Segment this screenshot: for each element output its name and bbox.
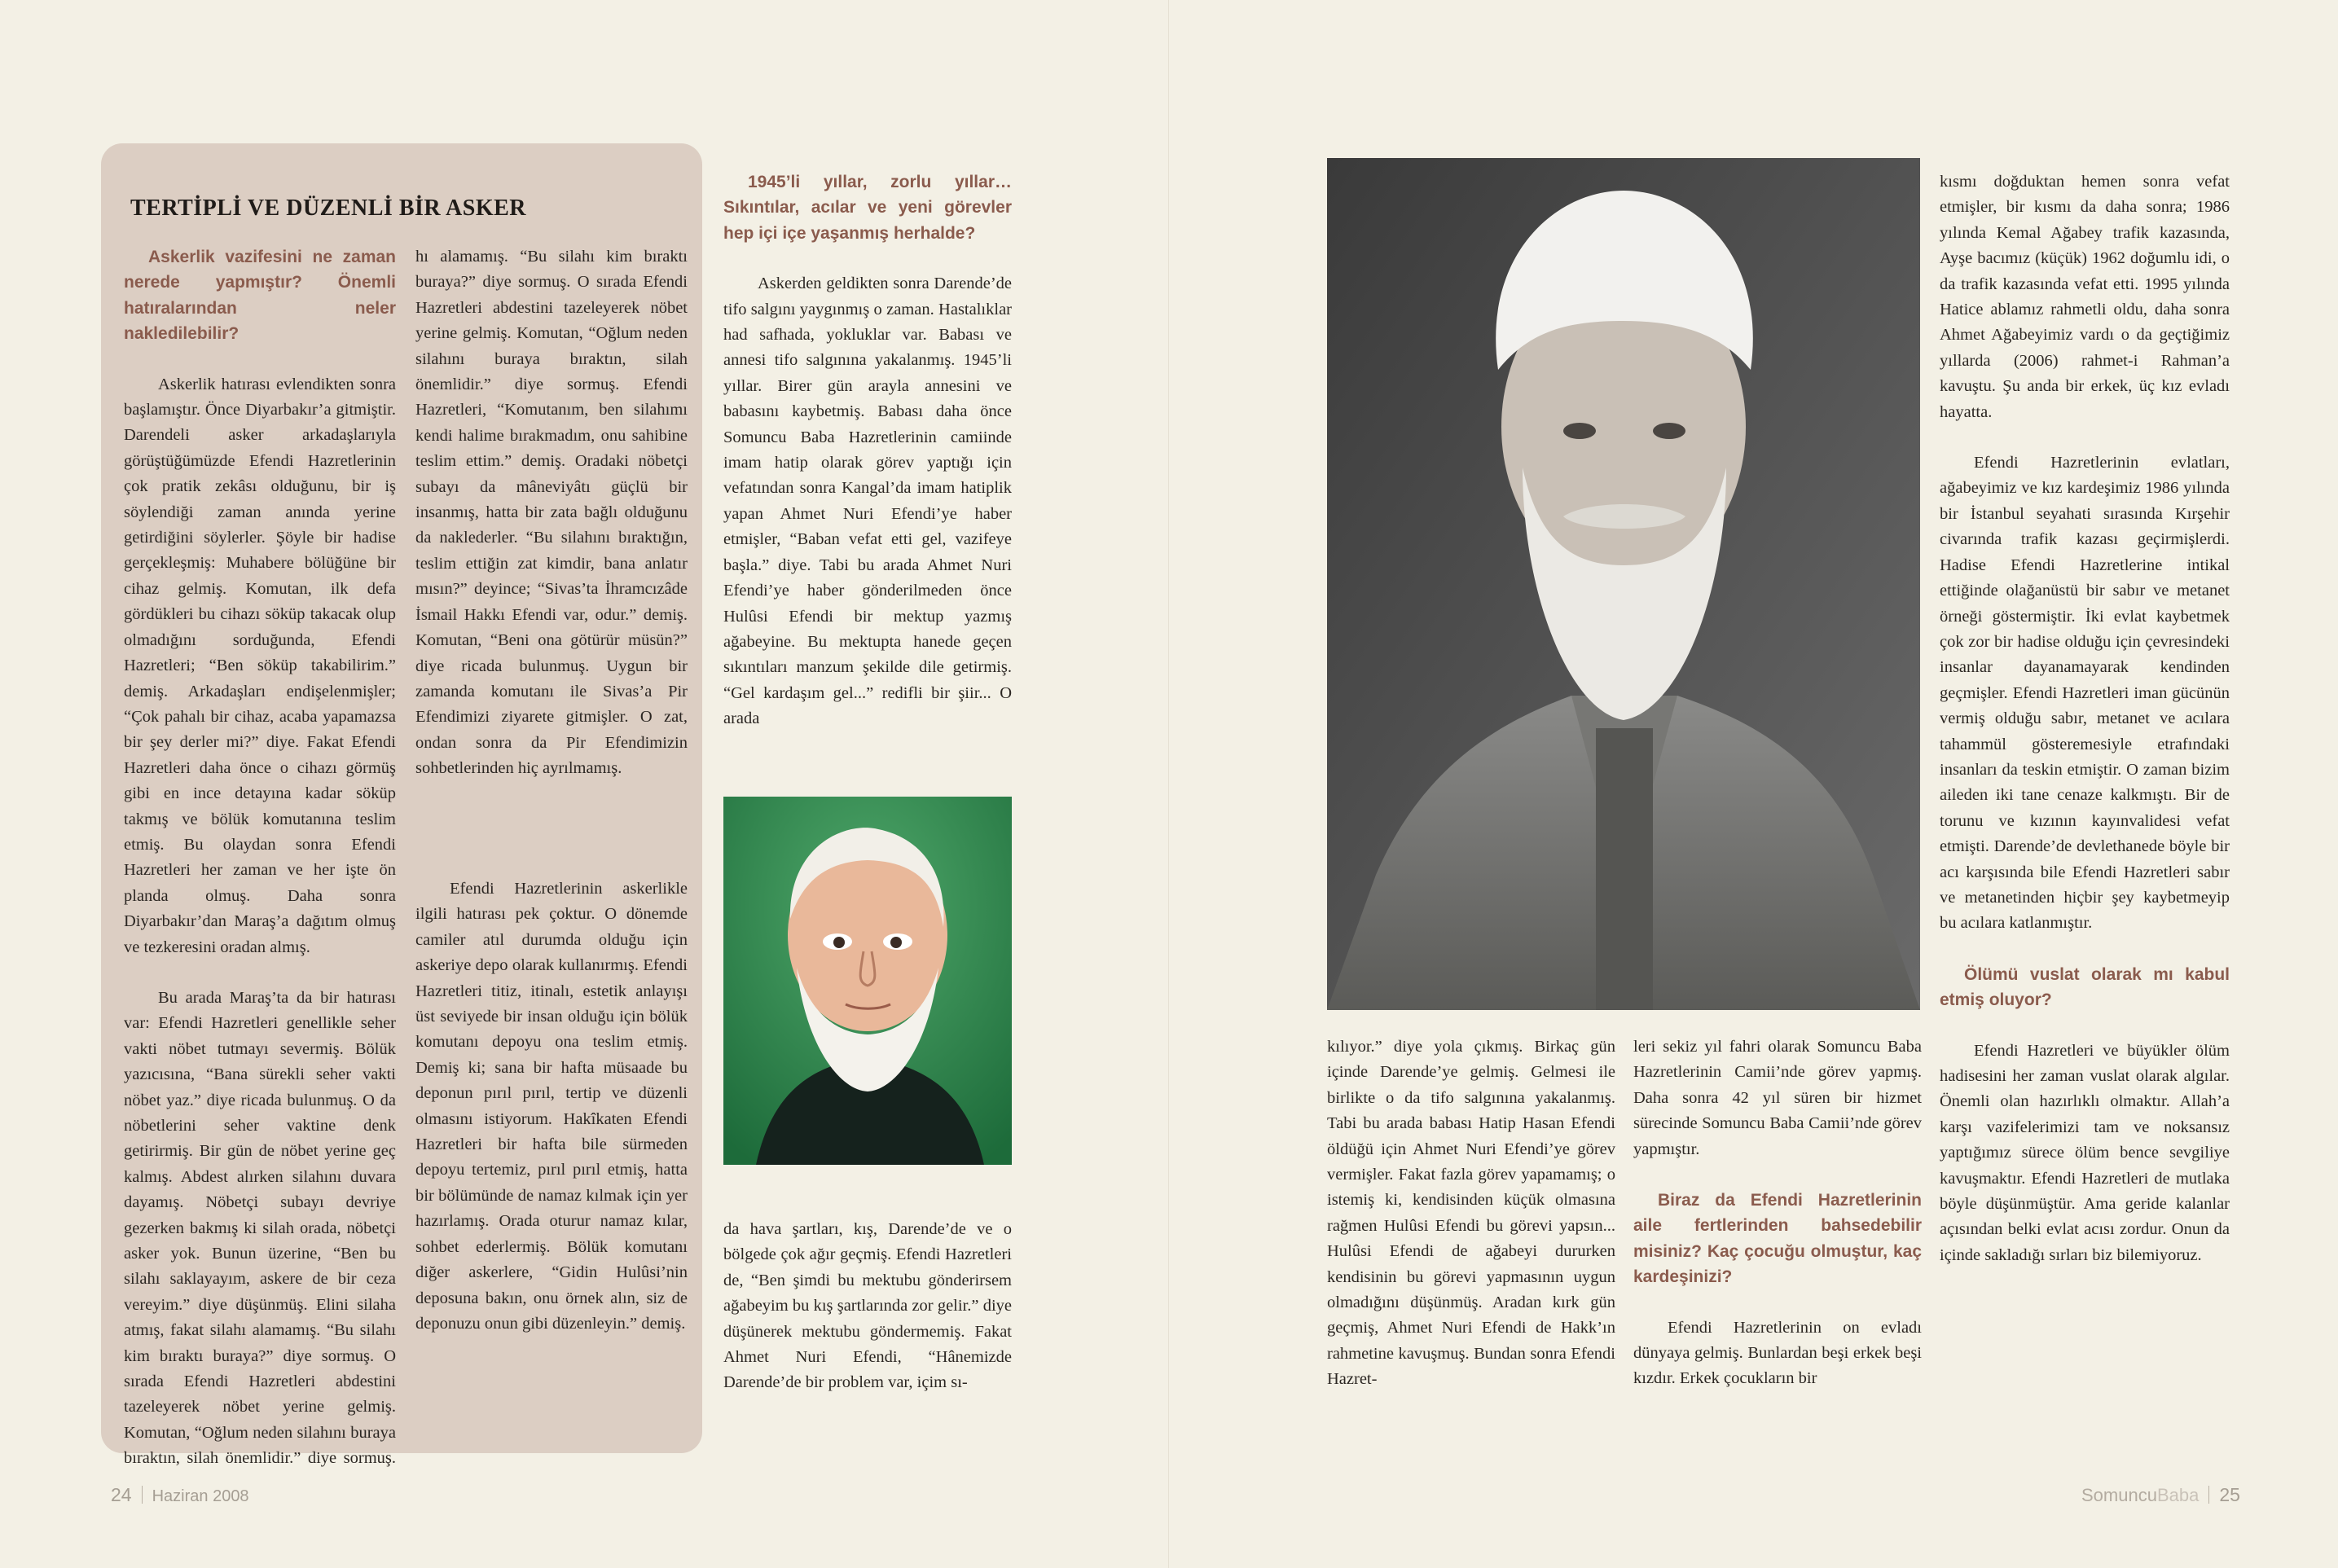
sidebar-column-1 xyxy=(124,244,396,1495)
section-question-1945: 1945’li yıllar, zorlu yıllar… Sıkıntılar, acılar ve yeni görevler hep içi içe yaşanmış herhalde? xyxy=(723,173,1012,243)
col3-paragraph-2: da hava şartları, kış, Darende’de ve o bölgede çok ağır geçmiş. Efendi Hazretleri de, “Ben şimdi bu mektubu gönderirsem ağabeyim bu kış şartlarında zor gelir.” diye düşünerek mektubu göndermemiş. Fakat Ahmet Nuri Efendi, “Hânemizde Darende’de bir problem var, içim sı- xyxy=(723,1220,1012,1392)
portrait-painting-icon xyxy=(723,797,1012,1165)
sidebar-paragraph-1: Askerlik hatırası evlendikten sonra başlamıştır. Önce Diyarbakır’a gitmiştir. Darendeli asker arkadaşlarıyla görüştüğümüzde Efendi Hazretlerinin çok pratik zekâsı olduğunu, bir iş söylendiği zaman anında yerine getirdiğini söylerler. Şöyle bir hadise gerçekleşmiş: Muhabere bölüğüne bir cihaz gelmiş. Komutan, ilk defa gördükleri bu cihazı söküp takacak olup olmadığını sorduğunda, Efendi Hazretleri; “Ben söküp takabilirim.” demiş. Arkadaşları endişelenmişler; “Çok pahalı bir cihaz, acaba yapamazsa bir şey derler mi?” diye. Fakat Efendi Hazretleri daha önce o cihazı görmüş gibi en ince detayına kadar söküp takmış ve bölük komutanına teslim etmiş. Bu olaydan sonra Efendi Hazretleri her zaman ve her işte ön planda olmuş. Daha sonra Diyarbakır’dan Maraş’a dağıtım olmuş ve tezkeresini oradan almış. xyxy=(124,375,396,956)
column-3 xyxy=(723,169,1012,758)
footer-right xyxy=(2081,1484,2240,1506)
brand-logo-part1: Somuncu xyxy=(2081,1485,2157,1505)
issue-date: Haziran 2008 xyxy=(152,1487,249,1505)
right-page xyxy=(1169,0,2338,1568)
sidebar-paragraph-3: Efendi Hazretlerinin askerlikle ilgili hatırası pek çoktur. O dönemde camiler atıl durumda olduğu için askeriye depo olarak kullanırmış. Efendi Hazretleri titiz, itinalı, estetik anlayışı üst seviyede bir insan olduğu için bölük komutanı depoyu ona teslim etmiş. Demiş ki; sana bir hafta müsaade bu deponun pırıl pırıl, tertip ve düzenli olmasını istiyorum. Hakîkaten Efendi Hazretleri bir hafta bile sürmeden depoyu tertemiz, pırıl pırıl etmiş, hatta bir bölümünde de namaz kılmak için yer hazırlamış. Orada oturur namaz kılar, sohbet ederlermiş. Bölük komutanı diğer askerlere, “Gidin Hulûsi’nin deposuna bakın, onu örnek alın, siz de deponuzu onun gibi düzenleyin.” demiş. xyxy=(415,880,688,1333)
footer-left xyxy=(111,1484,249,1506)
section-question-death: Ölümü vuslat olarak mı kabul etmiş oluyor? xyxy=(1940,964,2230,1010)
col3-paragraph-1: Askerden geldikten sonra Darende’de tifo salgını yaygınmış o zaman. Hastalıklar had safhada, yokluklar var. Babası ve annesi tifo salgınına yakalanmış. 1945’li yıllar. Birer gün arayla annesini ve babasını kaybetmiş. Babası daha önce Somuncu Baba Hazretlerinin camiinde imam hatip olarak görev yaptığı için vefatından sonra Kangal’da imam hatiplik yapan Ahmet Nuri Efendi’ye haber etmişler, “Baban vefat etti gel, vazifeye başla.” diye. Tabi bu arada Ahmet Nuri Efendi’ye haber gönderilmeden önce Hulûsi Efendi bir mektup yazmış ağabeyine. Bu mektupta hanede geçen sıkıntıları manzum şekilde dile getirmiş. “Gel kardaşım gel...” redifli bir şiir... O arada xyxy=(723,275,1012,728)
right-paragraph-c3: Efendi Hazretleri ve büyükler ölüm hadisesini her zaman vuslat olarak algılar. Önemli olan hazırlıklı olmaktır. Allah’a karşı vazifelerimizi tam ve noksansız yaptığımız sürece ölüm bence sevgiliye kavuşmaktır. Efendi Hazretleri de mutlaka böyle düşünmüştür. Ama geride kalanlar açısından belki evlat acısı zordur. Onun da içinde sakladığı sırları biz bilemiyoruz. xyxy=(1940,1041,2230,1264)
right-paragraph-b1: leri sekiz yıl fahri olarak Somuncu Baba Hazretlerinin Camii’nde görev yapmış. Daha sonra 42 yıl süren bir hizmet sürecinde Somuncu Baba Camii’nde görev yapmıştır. xyxy=(1633,1038,1922,1158)
right-column-b xyxy=(1633,1034,1922,1417)
page-number-left: 24 xyxy=(111,1484,132,1505)
sidebar-column-2 xyxy=(415,244,688,1362)
right-paragraph-b2: Efendi Hazretlerinin on evladı dünyaya gelmiş. Bunlardan beşi erkek beşi kızdır. Erkek çocukların bir xyxy=(1633,1318,1922,1388)
right-column-a xyxy=(1327,1034,1615,1418)
right-paragraph-c1: kısmı doğduktan hemen sonra vefat etmişler, bir kısmı da daha sonra; 1986 yılında Kemal Ağabey trafik kazasında, Ayşe bacımız (küçük) 1962 doğumlu idi, o da trafik kazasında vefat etti. 1995 yılında Hatice ablamız rahmetli oldu, daha sonra Ahmet Ağabeyimiz vardı o da geçtiğimiz yıllarda (2006) rahmet-i Rahman’a kavuştu. Şu anda bir erkek, üç kız evladı hayatta. xyxy=(1940,173,2230,421)
sidebar-paragraph-2-cont xyxy=(415,244,688,860)
portrait-photo-icon xyxy=(1327,158,1920,1010)
section-question-family: Biraz da Efendi Hazretlerinin aile fertlerinden bahsedebilir misiniz? Kaç çocuğu olmuştur, kaç kardeşinizi? xyxy=(1633,1191,1922,1287)
page-number-right: 25 xyxy=(2219,1484,2240,1505)
sidebar-question: Askerlik vazifesini ne zaman nerede yapmıştır? Önemli hatıralarından neler nakledilebilir? xyxy=(124,248,396,344)
right-paragraph-c2: Efendi Hazretlerinin evlatları, ağabeyimiz ve kız kardeşimiz 1986 yılında bir İstanbul seyahati sırasında Kırşehir civarında trafik kazası geçirmişlerdi. Hadise Efendi Hazretlerine intikal ettiğinde olağanüstü bir sabır ve metanet örneği göstermiştir. İki evlat kaybetmek çok zor bir hadise olduğu için çevresindeki insanlar dayanamayarak kendinden geçmişler. Efendi Hazretleri iman gücünün vermiş olduğu sabır, metanet ve acılara tahammül gösteremesiyle etrafındaki insanları da teskin etmiştir. O zaman bizim aileden iki tane cenaze kalkmıştı. Bir de torunu ve kızının kayınvalidesi vefat etmişti. Darende’de devlethanede böyle bir acı karşısında bile Efendi Hazretleri sabır ve metanetinden hiçbir şey kaybetmeyip bu acılara katlanmıştır. xyxy=(1940,454,2230,933)
sidebar-paragraph-2: Bu arada Maraş’ta da bir hatırası var: Efendi Hazretleri genellikle seher vakti nöbet tutmayı severmiş. Bölük yazıcısına, “Bana sürekli seher vakti nöbet yaz.” diye ricada bulunmuş. O da nöbetlerini seher vaktine denk getirirmiş. Bir gün de nöbet yerine geç kalmış. Abdest alırken silahını duvara dayamış. Nöbetçi subayı devriye gezerken bakmış ki silah orada, nöbetçi asker yok. Bunun üzerine, “Ben bu silahı saklayayım, askere de bir ceza vereyim.” diye düşünmüş. Elini silaha atmış, fakat silahı alamamış. “Bu silahı kim bıraktı buraya?” diye sormuş. O sırada Efendi Hazretleri abdestini tazeleyerek nöbet yerine gelmiş. Komutan, “Oğlum neden silahını buraya bıraktın, silah önemlidir.” diye sormuş. xyxy=(124,988,396,1468)
right-paragraph-a1: kılıyor.” diye yola çıkmış. Birkaç gün içinde Darende’ye gelmiş. Gelmesi ile birlikte o da tifo salgınına yakalanmış. Tabi bu arada babası Hatip Hasan Efendi öldüğü için Ahmet Nuri Efendi’ye görev vermişler. Fakat fazla görev yapamamış; o istemiş ki, kendisinden küçük olmasına rağmen Hulûsi Efendi bu görevi yapsın... Hulûsi Efendi de ağabeyi dururken kendisinin bu görevi yapmasının uygun olmadığını düşünmüş. Aradan kırk gün geçmiş, Ahmet Nuri Efendi de Hakk’ın rahmetine kavuşmuş. Bundan sonra Efendi Hazret- xyxy=(1327,1038,1615,1389)
sidebar-title: TERTİPLİ VE DÜZENLİ BİR ASKER xyxy=(130,195,527,221)
right-column-c xyxy=(1940,169,2230,1293)
sidebar-paragraph-2-continuation: hı alamamış. “Bu silahı kim bıraktı buraya?” diye sormuş. O sırada Efendi Hazretleri abdestini tazeleyerek nöbet yerine gelmiş. Komutan, “Oğlum neden silahını buraya bıraktın, silah önemlidir.” diye sormuş. Efendi Hazretleri, “Komutanım, ben silahımı kendi halime bırakmadım, onu sahibine teslim ettim.” demiş. Oradaki nöbetçi subayı da mâneviyâtı güçlü bir insanmış, hatta bir zata bağlı olduğunu da naklederler. “Bu silahını bıraktığın, teslim ettiğin zat kimdir, bana anlatır mısın?” deyince; “Sivas’ta İhramcızâde İsmail Hakkı Efendi var, odur.” demiş. Komutan, “Beni ona götürür müsün?” diye ricada bulunmuş. Uygun bir zamanda komutanı ile Sivas’a Pir Efendimizi ziyarete gitmişler. O zat, ondan sonra da Pir Efendimizin sohbetlerinden hiç ayrılmamış. xyxy=(415,248,688,778)
column-3-lower xyxy=(723,1217,1012,1421)
brand-logo-part2: Baba xyxy=(2156,1485,2200,1505)
